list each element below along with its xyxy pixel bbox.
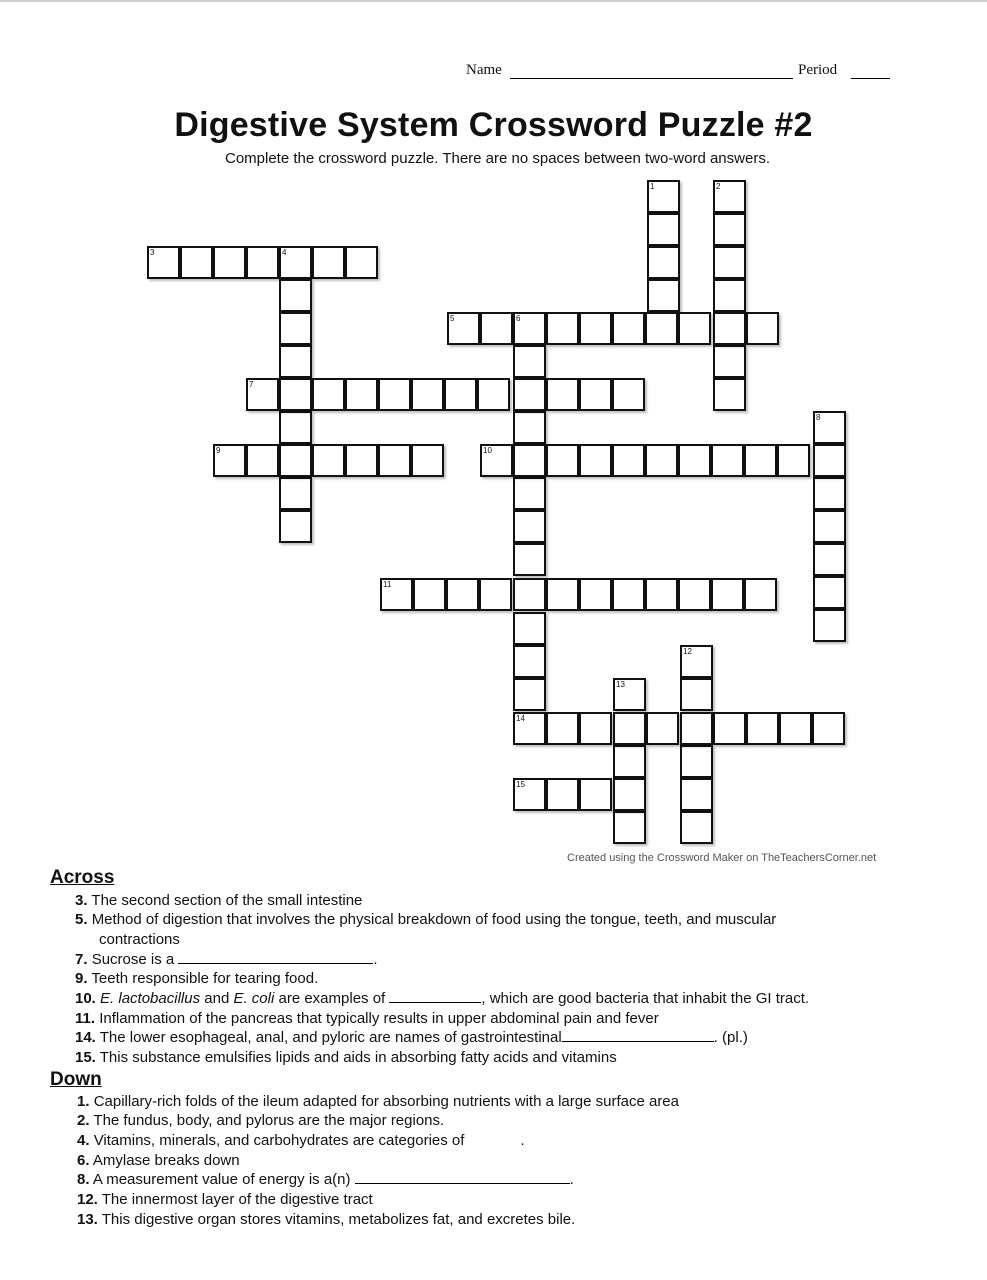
credit-line: Created using the Crossword Maker on TheTeachersCorner.net — [567, 852, 877, 864]
down-heading: Down — [50, 1069, 102, 1090]
crossword-cell[interactable] — [444, 378, 477, 411]
crossword-cell[interactable] — [279, 510, 312, 543]
crossword-cell[interactable] — [613, 678, 646, 711]
answer-blank — [389, 990, 481, 1003]
crossword-cell[interactable] — [279, 477, 312, 510]
crossword-cell[interactable] — [713, 312, 746, 345]
crossword-cell[interactable] — [678, 312, 711, 345]
crossword-cell[interactable] — [345, 378, 378, 411]
crossword-cell[interactable] — [813, 411, 846, 444]
crossword-cell[interactable] — [279, 411, 312, 444]
crossword-cell[interactable] — [579, 444, 612, 477]
crossword-cell[interactable] — [246, 246, 279, 279]
clue-down-6 — [77, 1152, 240, 1170]
clue-number: 11 — [383, 580, 392, 589]
clue-text: and — [200, 990, 234, 1007]
crossword-cell[interactable] — [713, 378, 746, 411]
crossword-cell[interactable] — [480, 444, 513, 477]
clue-number: 9 — [216, 446, 221, 455]
crossword-cell[interactable] — [746, 712, 779, 745]
crossword-cell[interactable] — [813, 444, 846, 477]
clue-text: Capillary-rich folds of the ileum adapted for absorbing nutrients with a large surface area — [93, 1093, 679, 1110]
clue-number: 2 — [716, 182, 721, 191]
crossword-cell[interactable] — [279, 378, 312, 411]
crossword-cell[interactable] — [513, 477, 546, 510]
clue-number: 7. — [75, 951, 88, 968]
clue-number: 3 — [150, 248, 155, 257]
clue-text: , which are good bacteria that inhabit the GI tract. — [481, 990, 810, 1007]
crossword-cell[interactable] — [546, 712, 579, 745]
clue-number: 13. — [77, 1211, 98, 1228]
crossword-cell[interactable] — [680, 811, 713, 844]
crossword-cell[interactable] — [513, 510, 546, 543]
clue-number: 6 — [516, 314, 521, 323]
period-label: Period — [798, 62, 838, 78]
crossword-cell[interactable] — [345, 246, 378, 279]
clue-text: E. lactobacillus — [100, 990, 201, 1007]
crossword-cell[interactable] — [312, 444, 345, 477]
crossword-cell[interactable] — [647, 246, 680, 279]
crossword-cell[interactable] — [680, 778, 713, 811]
top-border — [0, 0, 987, 2]
clue-number: 10. — [75, 990, 96, 1007]
crossword-cell[interactable] — [713, 345, 746, 378]
clue-text: E. coli — [233, 990, 275, 1007]
clue-text: . — [520, 1132, 525, 1149]
crossword-cell[interactable] — [612, 312, 645, 345]
crossword-cell[interactable] — [312, 378, 345, 411]
clue-number: 15 — [516, 780, 525, 789]
crossword-cell[interactable] — [744, 444, 777, 477]
clue-down-4 — [77, 1132, 525, 1150]
clue-down-1 — [77, 1093, 679, 1111]
clue-number: 5 — [450, 314, 455, 323]
crossword-cell[interactable] — [612, 444, 645, 477]
clue-number: 12 — [683, 647, 692, 656]
clue-number: 7 — [249, 380, 254, 389]
name-label: Name — [466, 62, 502, 78]
crossword-cell[interactable] — [713, 279, 746, 312]
crossword-cell[interactable] — [312, 246, 345, 279]
clue-number: 2. — [77, 1112, 90, 1129]
crossword-cell[interactable] — [378, 444, 411, 477]
crossword-cell[interactable] — [546, 378, 579, 411]
crossword-cell[interactable] — [513, 678, 546, 711]
crossword-cell[interactable] — [411, 378, 444, 411]
crossword-cell[interactable] — [645, 578, 678, 611]
crossword-cell[interactable] — [477, 378, 510, 411]
clue-number: 11. — [75, 1010, 96, 1027]
crossword-cell[interactable] — [813, 543, 846, 576]
crossword-cell[interactable] — [480, 312, 513, 345]
clue-number: 4 — [282, 248, 287, 257]
crossword-cell[interactable] — [246, 378, 279, 411]
crossword-cell[interactable] — [513, 378, 546, 411]
crossword-cell[interactable] — [645, 312, 678, 345]
clue-number: 13 — [616, 680, 625, 689]
crossword-cell[interactable] — [513, 778, 546, 811]
crossword-cell[interactable] — [579, 712, 612, 745]
clue-number: 3. — [75, 892, 88, 909]
crossword-cell[interactable] — [713, 246, 746, 279]
crossword-cell[interactable] — [411, 444, 444, 477]
crossword-cell[interactable] — [213, 246, 246, 279]
crossword-cell[interactable] — [647, 213, 680, 246]
clue-across-7: 7. Sucrose is a . — [75, 951, 378, 968]
clue-text: Vitamins, minerals, and carbohydrates are categories of — [93, 1132, 465, 1149]
crossword-cell[interactable] — [513, 444, 546, 477]
crossword-cell[interactable] — [713, 712, 746, 745]
clue-number: 5. — [75, 911, 88, 928]
page-title: Digestive System Crossword Puzzle #2 — [174, 106, 813, 144]
period-field[interactable] — [851, 64, 890, 79]
crossword-cell[interactable] — [647, 279, 680, 312]
answer-blank — [355, 1171, 570, 1184]
clue-down-12 — [77, 1191, 373, 1209]
clue-text: This digestive organ stores vitamins, metabolizes fat, and excretes bile. — [101, 1211, 576, 1228]
crossword-cell[interactable] — [546, 778, 579, 811]
name-field[interactable] — [510, 64, 793, 79]
clue-number: 6. — [77, 1152, 90, 1169]
crossword-cell[interactable] — [213, 444, 246, 477]
clue-down-2 — [77, 1112, 444, 1130]
clue-across-10 — [75, 990, 809, 1008]
crossword-cell[interactable] — [279, 246, 312, 279]
crossword-cell[interactable] — [645, 444, 678, 477]
crossword-cell[interactable] — [279, 345, 312, 378]
clue-number: 14 — [516, 714, 525, 723]
clue-number: 9. — [75, 970, 88, 987]
clue-number: 4. — [77, 1132, 90, 1149]
clue-down-13 — [77, 1211, 575, 1229]
crossword-cell[interactable] — [812, 712, 845, 745]
crossword-cell[interactable] — [680, 645, 713, 678]
crossword-cell[interactable] — [345, 444, 378, 477]
crossword-cell[interactable] — [413, 578, 446, 611]
crossword-cell[interactable] — [513, 543, 546, 576]
clue-text: Amylase breaks down — [92, 1152, 240, 1169]
crossword-cell[interactable] — [546, 444, 579, 477]
crossword-cell[interactable] — [678, 578, 711, 611]
clue-text: This substance emulsifies lipids and aids in absorbing fatty acids and vitamins — [99, 1049, 617, 1066]
crossword-cell[interactable] — [613, 778, 646, 811]
crossword-cell[interactable] — [779, 712, 812, 745]
clue-text: The fundus, body, and pylorus are the major regions. — [93, 1112, 445, 1129]
clue-text: A measurement value of energy is a(n) — [92, 1171, 351, 1188]
instructions: Complete the crossword puzzle. There are no spaces between two-word answers. — [225, 150, 770, 167]
crossword-cell[interactable] — [279, 444, 312, 477]
clue-number: 15. — [75, 1049, 96, 1066]
crossword-cell[interactable] — [579, 312, 612, 345]
crossword-cell[interactable] — [479, 578, 512, 611]
crossword-cell[interactable] — [711, 444, 744, 477]
crossword-cell[interactable] — [711, 578, 744, 611]
clue-down-8: 8. A measurement value of energy is a(n) . — [77, 1171, 574, 1188]
crossword-cell[interactable] — [513, 411, 546, 444]
clue-text: contractions — [99, 931, 180, 948]
crossword-cell[interactable] — [513, 712, 546, 745]
across-heading: Across — [50, 867, 115, 888]
crossword-cell[interactable] — [680, 678, 713, 711]
clue-text: Method of digestion that involves the physical breakdown of food using the tongue, teeth, and muscular — [91, 911, 777, 928]
clue-text: Teeth responsible for tearing food. — [91, 970, 319, 987]
crossword-cell[interactable] — [147, 246, 180, 279]
crossword-cell[interactable] — [813, 510, 846, 543]
crossword-cell[interactable] — [813, 609, 846, 642]
crossword-cell[interactable] — [579, 378, 612, 411]
clue-across-15 — [75, 1049, 617, 1067]
clue-across-5 — [75, 911, 776, 929]
crossword-cell[interactable] — [613, 712, 646, 745]
crossword-cell[interactable] — [680, 712, 713, 745]
crossword-cell[interactable] — [612, 578, 645, 611]
crossword-cell[interactable] — [713, 213, 746, 246]
crossword-cell[interactable] — [746, 312, 779, 345]
crossword-cell[interactable] — [579, 578, 612, 611]
clue-number: 1. — [77, 1093, 90, 1110]
crossword-cell[interactable] — [513, 312, 546, 345]
crossword-cell[interactable] — [546, 578, 579, 611]
crossword-cell[interactable] — [613, 745, 646, 778]
crossword-cell[interactable] — [813, 576, 846, 609]
clue-across-14 — [75, 1029, 748, 1047]
clue-number: 1 — [650, 182, 655, 191]
crossword-cell[interactable] — [380, 578, 413, 611]
clue-across-11 — [75, 1010, 659, 1028]
crossword-cell[interactable] — [246, 444, 279, 477]
clue-number: 14. — [75, 1029, 96, 1046]
clue-number: 8 — [816, 413, 821, 422]
crossword-cell[interactable] — [612, 378, 645, 411]
crossword-cell[interactable] — [279, 279, 312, 312]
crossword-cell[interactable] — [279, 312, 312, 345]
crossword-cell[interactable] — [613, 811, 646, 844]
clue-text: Sucrose is a — [91, 951, 175, 968]
clue-text: The lower esophageal, anal, and pyloric are names of gastrointestinal — [99, 1029, 562, 1046]
crossword-cell[interactable] — [813, 477, 846, 510]
crossword-cell[interactable] — [713, 180, 746, 213]
crossword-cell[interactable] — [446, 578, 479, 611]
clue-text: . (pl.) — [713, 1029, 748, 1046]
crossword-cell[interactable] — [647, 180, 680, 213]
answer-blank — [562, 1029, 714, 1042]
clue-number: 10 — [483, 446, 492, 455]
crossword-cell[interactable] — [513, 645, 546, 678]
clue-number: 12. — [77, 1191, 98, 1208]
clue-across-3 — [75, 892, 362, 910]
crossword-cell[interactable] — [777, 444, 810, 477]
crossword-cell[interactable] — [513, 612, 546, 645]
crossword-cell[interactable] — [646, 712, 679, 745]
crossword-cell[interactable] — [447, 312, 480, 345]
crossword-cell[interactable] — [579, 778, 612, 811]
crossword-cell[interactable] — [744, 578, 777, 611]
clue-text: The innermost layer of the digestive tract — [101, 1191, 373, 1208]
crossword-cell[interactable] — [513, 578, 546, 611]
crossword-cell[interactable] — [546, 312, 579, 345]
clue-across-5-cont — [99, 931, 180, 949]
crossword-cell[interactable] — [378, 378, 411, 411]
clue-number: 8. — [77, 1171, 90, 1188]
crossword-cell[interactable] — [180, 246, 213, 279]
crossword-cell[interactable] — [680, 745, 713, 778]
crossword-cell[interactable] — [513, 345, 546, 378]
answer-blank — [178, 951, 373, 964]
clue-text: are examples of — [274, 990, 386, 1007]
clue-text: The second section of the small intestine — [91, 892, 363, 909]
clue-text: Inflammation of the pancreas that typically results in upper abdominal pain and fever — [99, 1010, 659, 1027]
clue-across-9 — [75, 970, 318, 988]
crossword-cell[interactable] — [678, 444, 711, 477]
